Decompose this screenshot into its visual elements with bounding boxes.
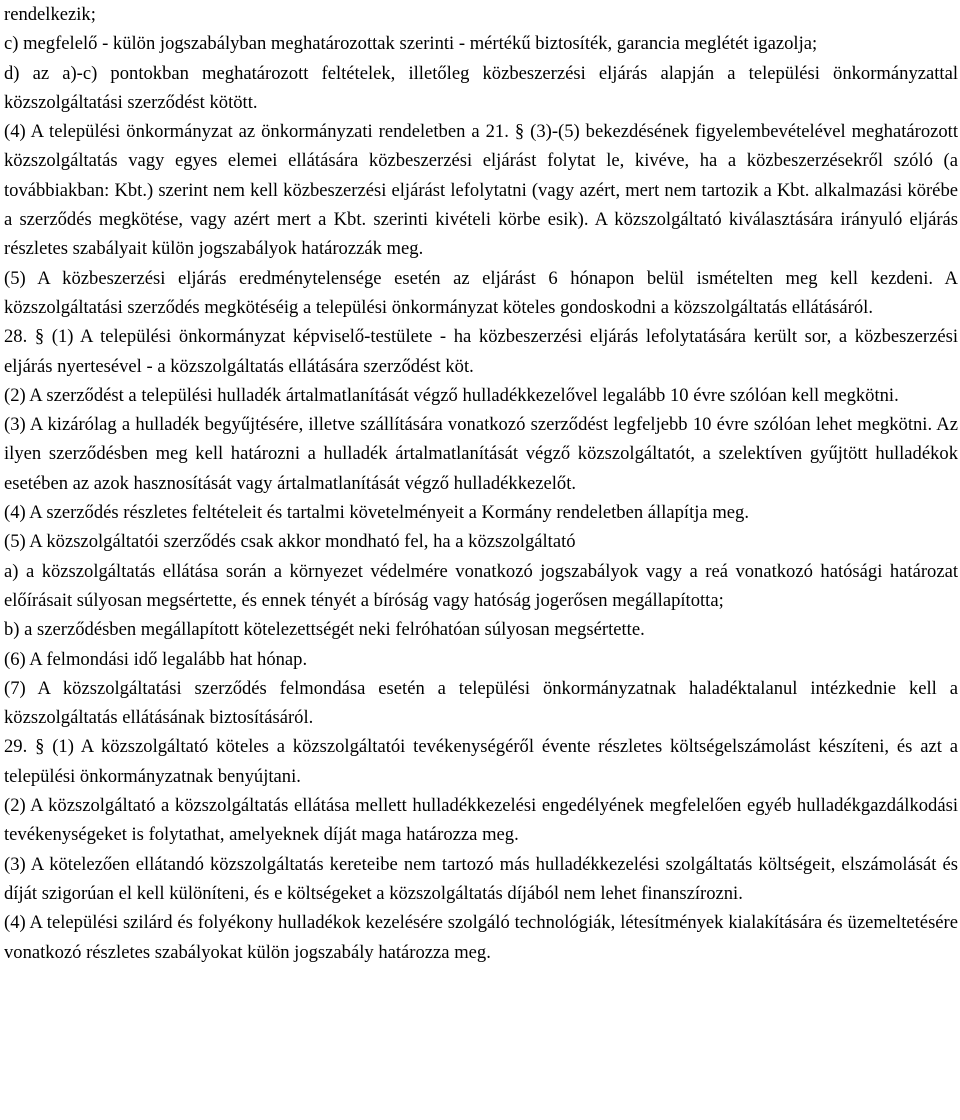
paragraph-28-5-a: a) a közszolgáltatás ellátása során a környezet védelmére vonatkozó jogszabályok vagy a reá vonatkozó hatósági határozat előírásait súlyosan megsértette, és ennek tényét a bíróság vagy hatóság jogerősen megállapította; xyxy=(4,560,958,611)
paragraph-28-5-b: b) a szerződésben megállapított kötelezettségét neki felróhatóan súlyosan megsértette. xyxy=(4,619,645,641)
paragraph-point-d: d) az a)-c) pontokban meghatározott feltételek, illetőleg közbeszerzési eljárás alapján a települési önkormányzattal közszolgáltatási szerződést kötött. xyxy=(4,62,958,113)
paragraph-28-2: (2) A szerződést a települési hulladék ártalmatlanítását végző hulladékkezelővel legalább 10 évre szólóan kell megkötni. xyxy=(4,384,899,406)
paragraph-28-5: (5) A közszolgáltatói szerződés csak akkor mondható fel, ha a közszolgáltató xyxy=(4,531,576,553)
paragraph-29-1: 29. § (1) A közszolgáltató köteles a közszolgáltatói tevékenységéről évente részletes költségelszámolást készíteni, és azt a települési önkormányzatnak benyújtani. xyxy=(4,736,958,787)
paragraph-27-4: (4) A települési önkormányzat az önkormányzati rendeletben a 21. § (3)-(5) bekezdésének figyelembevételével meghatározott közszolgáltatás vagy egyes elemei ellátására közbeszerzési eljárást folytat le, kivéve, ha a közbeszerzésekről szóló (a továbbiakban: Kbt.) szerint nem kell közbeszerzési eljárást lefolytatni (vagy azért, mert nem tartozik a Kbt. alkalmazási körébe a szerződés megkötése, vagy azért mert a Kbt. szerinti kivételi körbe esik). A közszolgáltató kiválasztására irányuló eljárás részletes szabályait külön jogszabályok határozzák meg. xyxy=(4,121,958,260)
paragraph-29-3: (3) A kötelezően ellátandó közszolgáltatás kereteibe nem tartozó más hulladékkezelési szolgáltatás költségeit, elszámolását és díját szigorúan el kell különíteni, és e költségeket a közszolgáltatás díjából nem lehet finanszírozni. xyxy=(4,853,958,904)
paragraph-point-c: c) megfelelő - külön jogszabályban meghatározottak szerinti - mértékű biztosíték, garancia meglétét igazolja; xyxy=(4,33,818,55)
paragraph-rendelkezik: rendelkezik; xyxy=(4,4,96,25)
paragraph-28-3: (3) A kizárólag a hulladék begyűjtésére, illetve szállítására vonatkozó szerződést legfeljebb 10 évre szólóan lehet megkötni. Az ilyen szerződésben meg kell határozni a hulladék ártalmatlanítását végző közszolgáltatót, a szelektíven gyűjtött hulladékok esetében az azok hasznosítását vagy ártalmatlanítását végző hulladékkezelőt. xyxy=(4,414,958,494)
paragraph-29-4: (4) A települési szilárd és folyékony hulladékok kezelésére szolgáló technológiák, létesítmények kialakítására és üzemeltetésére vonatkozó részletes szabályokat külön jogszabály határozza meg. xyxy=(4,912,958,963)
paragraph-28-4: (4) A szerződés részletes feltételeit és tartalmi követelményeit a Kormány rendeletben állapítja meg. xyxy=(4,502,749,524)
paragraph-28-1: 28. § (1) A települési önkormányzat képviselő-testülete - ha közbeszerzési eljárás lefolytatására került sor, a közbeszerzési eljárás nyertesével - a közszolgáltatás ellátására szerződést köt. xyxy=(4,326,958,377)
paragraph-29-2: (2) A közszolgáltató a közszolgáltatás ellátása mellett hulladékkezelési engedélyének megfelelően egyéb hulladékgazdálkodási tevékenységeket is folytathat, amelyeknek díját maga határozza meg. xyxy=(4,795,958,846)
paragraph-28-6: (6) A felmondási idő legalább hat hónap. xyxy=(4,648,308,670)
paragraph-28-7: (7) A közszolgáltatási szerződés felmondása esetén a települési önkormányzatnak haladéktalanul intézkednie kell a közszolgáltatás ellátásának biztosításáról. xyxy=(4,677,958,729)
paragraph-27-5: (5) A közbeszerzési eljárás eredménytelensége esetén az eljárást 6 hónapon belül ismételten meg kell kezdeni. A közszolgáltatási szerződés megkötéséig a települési önkormányzat köteles gondoskodni a közszolgáltatás ellátásáról. xyxy=(4,267,958,318)
